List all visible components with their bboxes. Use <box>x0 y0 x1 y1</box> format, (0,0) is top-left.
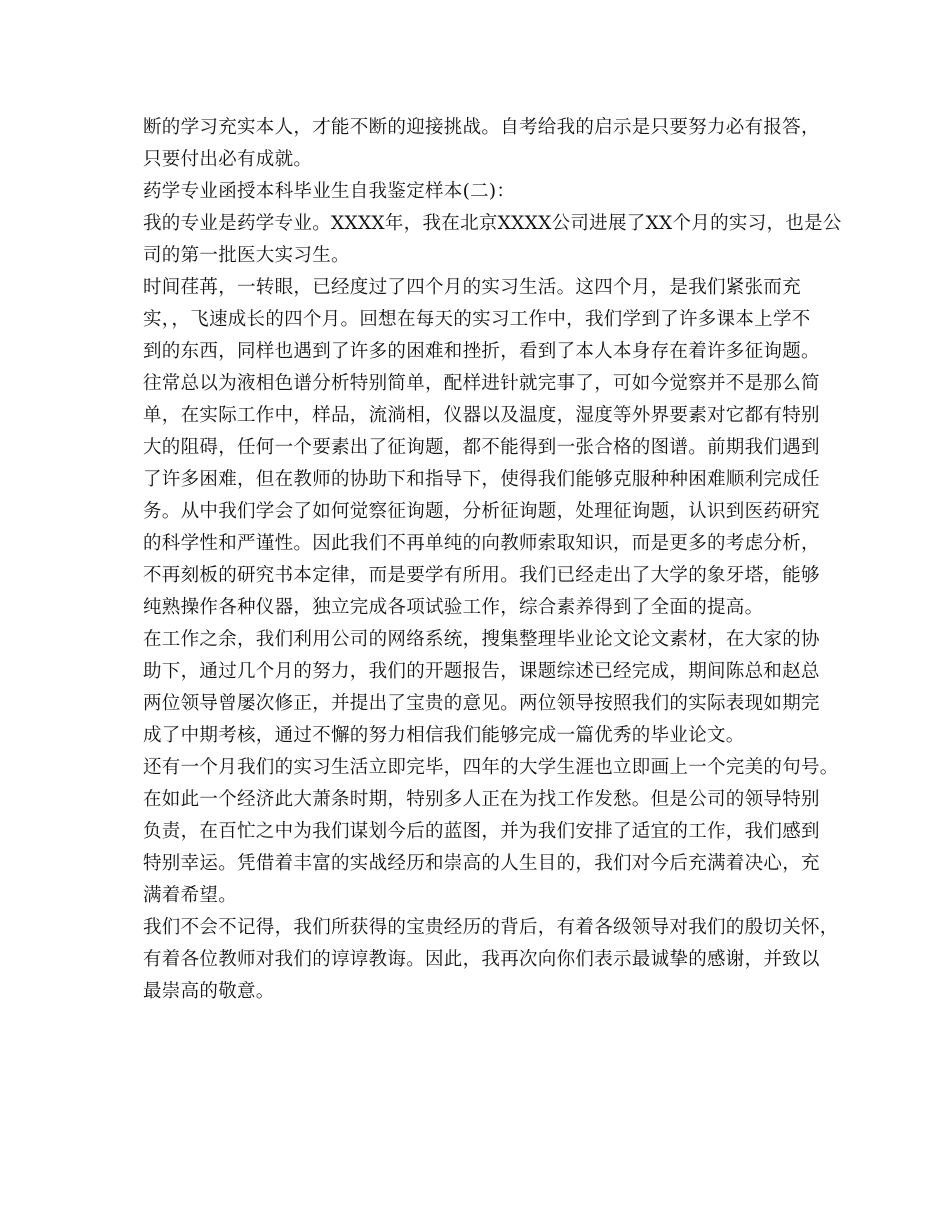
section-heading: 药学专业函授本科毕业生自我鉴定样本(二)： <box>143 181 516 202</box>
text-line: 助下，通过几个月的努力，我们的开题报告，课题综述已经完成，期间陈总和赵总 <box>143 661 820 682</box>
text-line: 有着各位教师对我们的谆谆教诲。因此，我再次向你们表示最诚挚的感谢，并致以 <box>143 949 820 970</box>
text-line: 断的学习充实本人，才能不断的迎接挑战。自考给我的启示是只要努力必有报答， <box>143 117 820 138</box>
text-line: 往常总以为液相色谱分析特别简单，配样进针就完事了，可如今觉察并不是那么简 <box>143 373 820 394</box>
text-line: 司的第一批医大实习生。 <box>143 245 350 266</box>
text-line: 务。从中我们学会了如何觉察征询题，分析征询题，处理征询题，认识到医药研究 <box>143 501 820 522</box>
text-line: 大的阻碍，任何一个要素出了征询题，都不能得到一张合格的图谱。前期我们遇到 <box>143 437 820 458</box>
text-line: 在工作之余，我们利用公司的网络系统，搜集整理毕业论文论文素材，在大家的协 <box>143 629 820 650</box>
text-line: 特别幸运。凭借着丰富的实战经历和崇高的人生目的，我们对今后充满着决心，充 <box>143 853 820 874</box>
text-line: 我们不会不记得，我们所获得的宝贵经历的背后，有着各级领导对我们的殷切关怀， <box>143 917 839 938</box>
text-line: 实，，飞速成长的四个月。回想在每天的实习工作中，我们学到了许多课本上学不 <box>143 309 811 330</box>
text-line: 纯熟操作各种仪器，独立完成各项试验工作，综合素养得到了全面的提高。 <box>143 597 764 618</box>
text-line: 满着希望。 <box>143 885 238 906</box>
text-line: 时间荏苒，一转眼，已经度过了四个月的实习生活。这四个月，是我们紧张而充 <box>143 277 802 298</box>
text-line: 单，在实际工作中，样品，流淌相，仪器以及温度，湿度等外界要素对它都有特别 <box>143 405 820 426</box>
text-line: 成了中期考核，通过不懈的努力相信我们能够完成一篇优秀的毕业论文。 <box>143 725 745 746</box>
text-line: 不再刻板的研究书本定律，而是要学有所用。我们已经走出了大学的象牙塔，能够 <box>143 565 820 586</box>
text-line: 了许多困难，但在教师的协助下和指导下，使得我们能够克服种种困难顺利完成任 <box>143 469 820 490</box>
text-line: 只要付出必有成就。 <box>143 149 313 170</box>
text-line: 负责，在百忙之中为我们谋划今后的蓝图，并为我们安排了适宜的工作，我们感到 <box>143 821 820 842</box>
text-line: 到的东西，同样也遇到了许多的困难和挫折，看到了本人本身存在着许多征询题。 <box>143 341 820 362</box>
text-line: 最崇高的敬意。 <box>143 981 275 1002</box>
text-line: 在如此一个经济此大萧条时期，特别多人正在为找工作发愁。但是公司的领导特别 <box>143 789 820 810</box>
text-line: 还有一个月我们的实习生活立即完毕，四年的大学生涯也立即画上一个完美的句号。 <box>143 757 839 778</box>
text-line: 我的专业是药学专业。XXXX年，我在北京XXXX公司进展了XX个月的实习，也是公 <box>143 213 842 234</box>
text-line: 的科学性和严谨性。因此我们不再单纯的向教师索取知识，而是更多的考虑分析， <box>143 533 820 554</box>
text-line: 两位领导曾屡次修正，并提出了宝贵的意见。两位领导按照我们的实际表现如期完 <box>143 693 820 714</box>
document-body <box>143 112 842 1008</box>
